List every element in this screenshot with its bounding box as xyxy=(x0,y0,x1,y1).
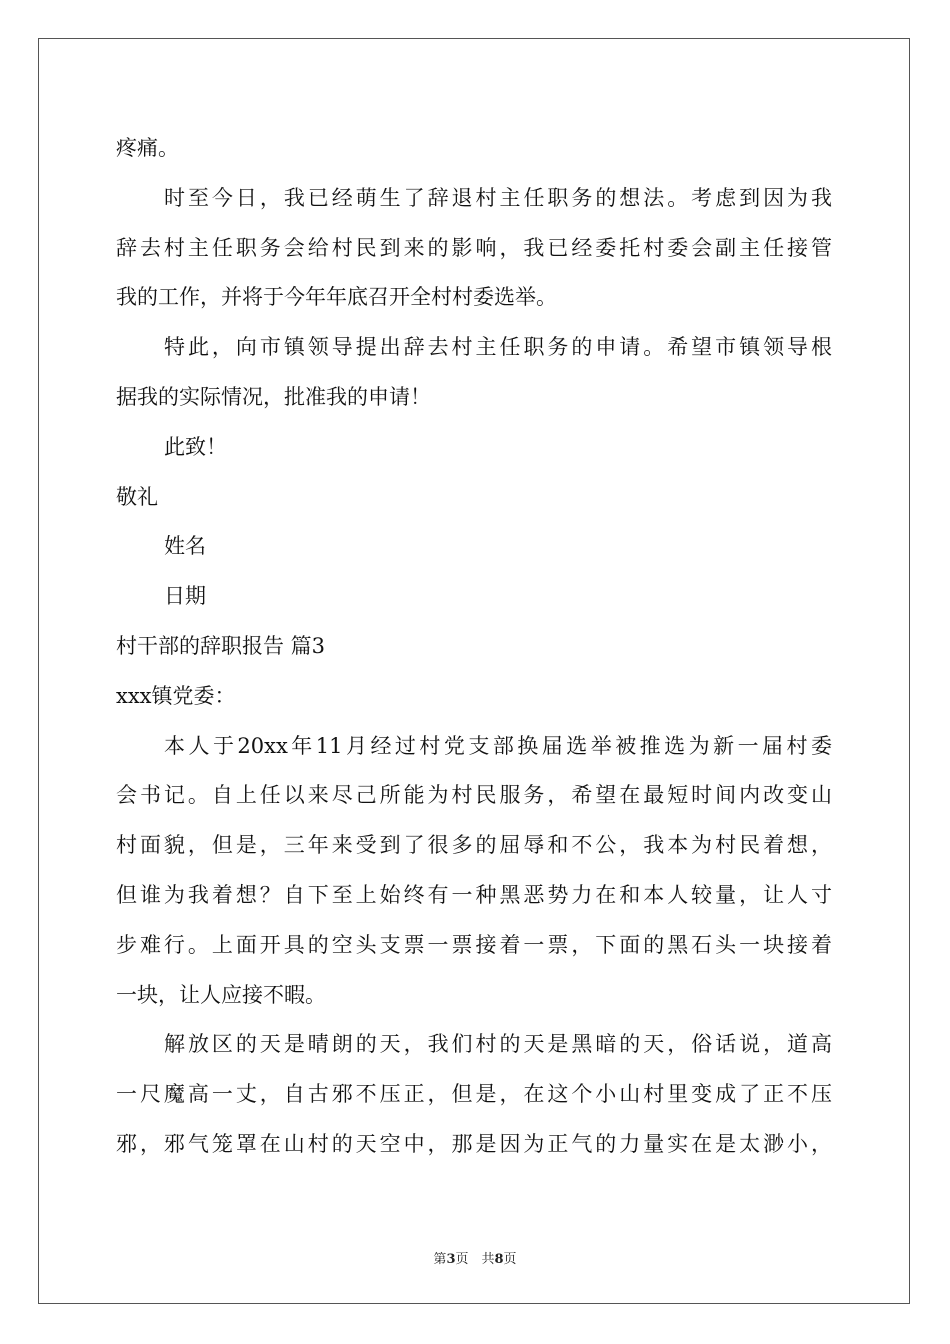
text-line: 解放区的天是晴朗的天，我们村的天是黑暗的天，俗话说，道高 xyxy=(164,1032,832,1057)
text-line: 此致！ xyxy=(164,434,227,459)
text-line: 日期 xyxy=(164,584,206,609)
page-footer xyxy=(0,1248,950,1267)
footer-suffix: 页 xyxy=(503,1252,517,1267)
footer-total-pages: 8 xyxy=(494,1252,504,1267)
footer-prefix: 第 xyxy=(433,1252,447,1267)
footer-mid: 页 共 xyxy=(455,1252,495,1267)
text-line: 会书记。自上任以来尽己所能为村民服务，希望在最短时间内改变山 xyxy=(116,783,832,808)
footer-current-page: 3 xyxy=(446,1252,456,1267)
text-line: 疼痛。 xyxy=(116,136,179,160)
text-line: 邪，邪气笼罩在山村的天空中，那是因为正气的力量实在是太渺小， xyxy=(116,1132,832,1156)
text-line: 但谁为我着想？自下至上始终有一种黑恶势力在和本人较量，让人寸 xyxy=(116,883,832,907)
text-line: 一块，让人应接不暇。 xyxy=(116,982,326,1007)
text-line: 本人于20xx年11月经过村党支部换届选举被推选为新一届村委 xyxy=(164,733,832,758)
text-line: 据我的实际情况，批准我的申请！ xyxy=(116,385,431,409)
text-line: 姓名 xyxy=(164,534,206,559)
text-line: 时至今日，我已经萌生了辞退村主任职务的想法。考虑到因为我 xyxy=(164,185,832,210)
text-line: 我的工作，并将于今年年底召开全村村委选举。 xyxy=(116,285,557,310)
text-line: 村干部的辞职报告 篇3 xyxy=(116,634,326,658)
text-line: 敬礼 xyxy=(116,484,158,509)
text-line: xxx镇党委： xyxy=(116,683,236,708)
text-line: 一尺魔高一丈，自古邪不压正，但是，在这个小山村里变成了正不压 xyxy=(116,1082,832,1107)
text-line: 辞去村主任职务会给村民到来的影响，我已经委托村委会副主任接管 xyxy=(116,235,832,260)
text-line: 村面貌，但是，三年来受到了很多的屈辱和不公，我本为村民着想， xyxy=(116,833,832,858)
text-line: 步难行。上面开具的空头支票一票接着一票，下面的黑石头一块接着 xyxy=(116,932,832,957)
text-line: 特此，向市镇领导提出辞去村主任职务的申请。希望市镇领导根 xyxy=(164,335,832,360)
